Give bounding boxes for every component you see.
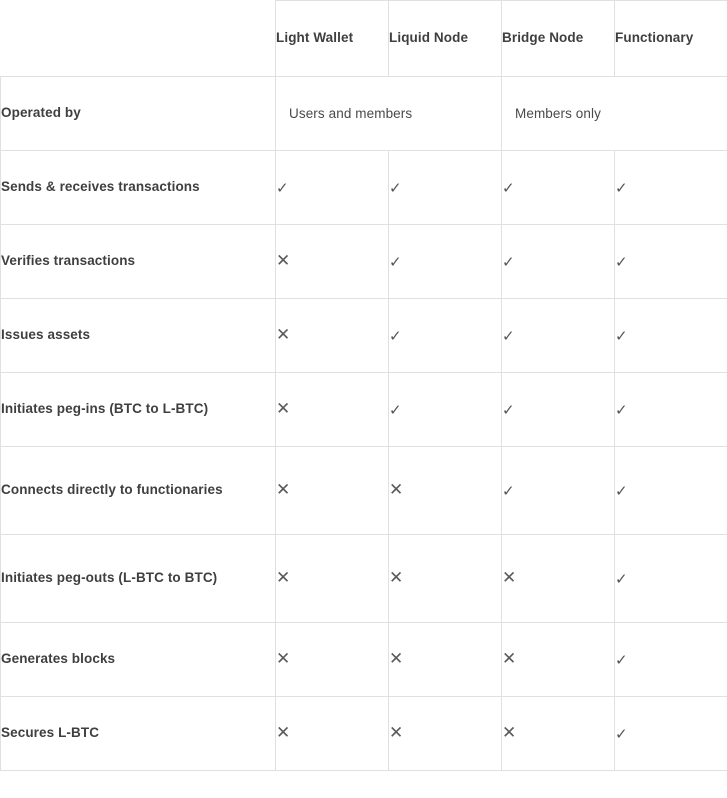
check-icon: ✓ <box>615 327 628 345</box>
check-icon: ✓ <box>389 401 402 419</box>
cell-check-icon <box>615 225 727 299</box>
row-feature-label: Connects directly to functionaries <box>1 447 276 535</box>
cell-check-icon <box>502 225 615 299</box>
cross-icon: ✕ <box>502 723 517 743</box>
cross-icon: ✕ <box>276 568 291 588</box>
table-row <box>1 623 727 697</box>
table-row <box>1 447 727 535</box>
table-row <box>1 225 727 299</box>
cell-check-icon <box>615 299 727 373</box>
cross-icon: ✕ <box>276 325 291 345</box>
cell-check-icon <box>615 373 727 447</box>
check-icon: ✓ <box>615 725 628 743</box>
cell-check-icon <box>389 225 502 299</box>
cell-check-icon <box>502 373 615 447</box>
check-icon: ✓ <box>502 401 515 419</box>
check-icon: ✓ <box>502 482 515 500</box>
cell-cross-icon <box>389 535 502 623</box>
cross-icon: ✕ <box>276 251 291 271</box>
cell-cross-icon <box>276 697 389 771</box>
cell-check-icon <box>389 151 502 225</box>
cell-check-icon <box>615 535 727 623</box>
table-body <box>1 77 727 771</box>
cell-cross-icon <box>502 697 615 771</box>
check-icon: ✓ <box>615 179 628 197</box>
row-feature-label: Secures L-BTC <box>1 697 276 771</box>
check-icon: ✓ <box>389 327 402 345</box>
column-header-functionary: Functionary <box>615 1 727 77</box>
cell-check-icon <box>502 447 615 535</box>
cell-cross-icon <box>276 623 389 697</box>
cell-cross-icon <box>276 373 389 447</box>
cell-text: Users and members <box>276 77 502 151</box>
table-row <box>1 151 727 225</box>
table-header <box>1 1 727 77</box>
check-icon: ✓ <box>389 179 402 197</box>
check-icon: ✓ <box>615 570 628 588</box>
cross-icon: ✕ <box>276 723 291 743</box>
check-icon: ✓ <box>502 253 515 271</box>
row-feature-label: Operated by <box>1 77 276 151</box>
row-feature-label: Generates blocks <box>1 623 276 697</box>
cross-icon: ✕ <box>276 480 291 500</box>
check-icon: ✓ <box>389 253 402 271</box>
row-feature-label: Issues assets <box>1 299 276 373</box>
cell-check-icon <box>389 373 502 447</box>
cross-icon: ✕ <box>276 399 291 419</box>
cross-icon: ✕ <box>389 480 404 500</box>
cell-check-icon <box>615 623 727 697</box>
row-feature-label: Initiates peg-ins (BTC to L-BTC) <box>1 373 276 447</box>
table-row <box>1 373 727 447</box>
cross-icon: ✕ <box>502 649 517 669</box>
row-feature-label: Initiates peg-outs (L-BTC to BTC) <box>1 535 276 623</box>
cross-icon: ✕ <box>276 649 291 669</box>
row-feature-label: Sends & receives transactions <box>1 151 276 225</box>
cell-cross-icon <box>389 623 502 697</box>
check-icon: ✓ <box>502 327 515 345</box>
header-corner-cell <box>1 1 276 77</box>
table-row <box>1 299 727 373</box>
cell-cross-icon <box>276 225 389 299</box>
check-icon: ✓ <box>615 651 628 669</box>
header-row <box>1 1 727 77</box>
cross-icon: ✕ <box>389 649 404 669</box>
check-icon: ✓ <box>276 179 289 197</box>
cell-cross-icon <box>502 623 615 697</box>
column-header-liquid-node: Liquid Node <box>389 1 502 77</box>
cross-icon: ✕ <box>502 568 517 588</box>
cell-check-icon <box>615 697 727 771</box>
table-row <box>1 535 727 623</box>
cross-icon: ✕ <box>389 568 404 588</box>
column-header-light-wallet: Light Wallet <box>276 1 389 77</box>
check-icon: ✓ <box>502 179 515 197</box>
cell-cross-icon <box>276 299 389 373</box>
cell-cross-icon <box>276 535 389 623</box>
cell-cross-icon <box>389 697 502 771</box>
cross-icon: ✕ <box>389 723 404 743</box>
cell-check-icon <box>276 151 389 225</box>
cell-cross-icon <box>389 447 502 535</box>
cell-cross-icon <box>502 535 615 623</box>
cell-text: Members only <box>502 77 727 151</box>
table-row <box>1 77 727 151</box>
cell-cross-icon <box>276 447 389 535</box>
table-row <box>1 697 727 771</box>
cell-check-icon <box>615 151 727 225</box>
check-icon: ✓ <box>615 401 628 419</box>
column-header-bridge-node: Bridge Node <box>502 1 615 77</box>
check-icon: ✓ <box>615 253 628 271</box>
cell-check-icon <box>615 447 727 535</box>
row-feature-label: Verifies transactions <box>1 225 276 299</box>
check-icon: ✓ <box>615 482 628 500</box>
cell-check-icon <box>389 299 502 373</box>
cell-check-icon <box>502 151 615 225</box>
cell-check-icon <box>502 299 615 373</box>
